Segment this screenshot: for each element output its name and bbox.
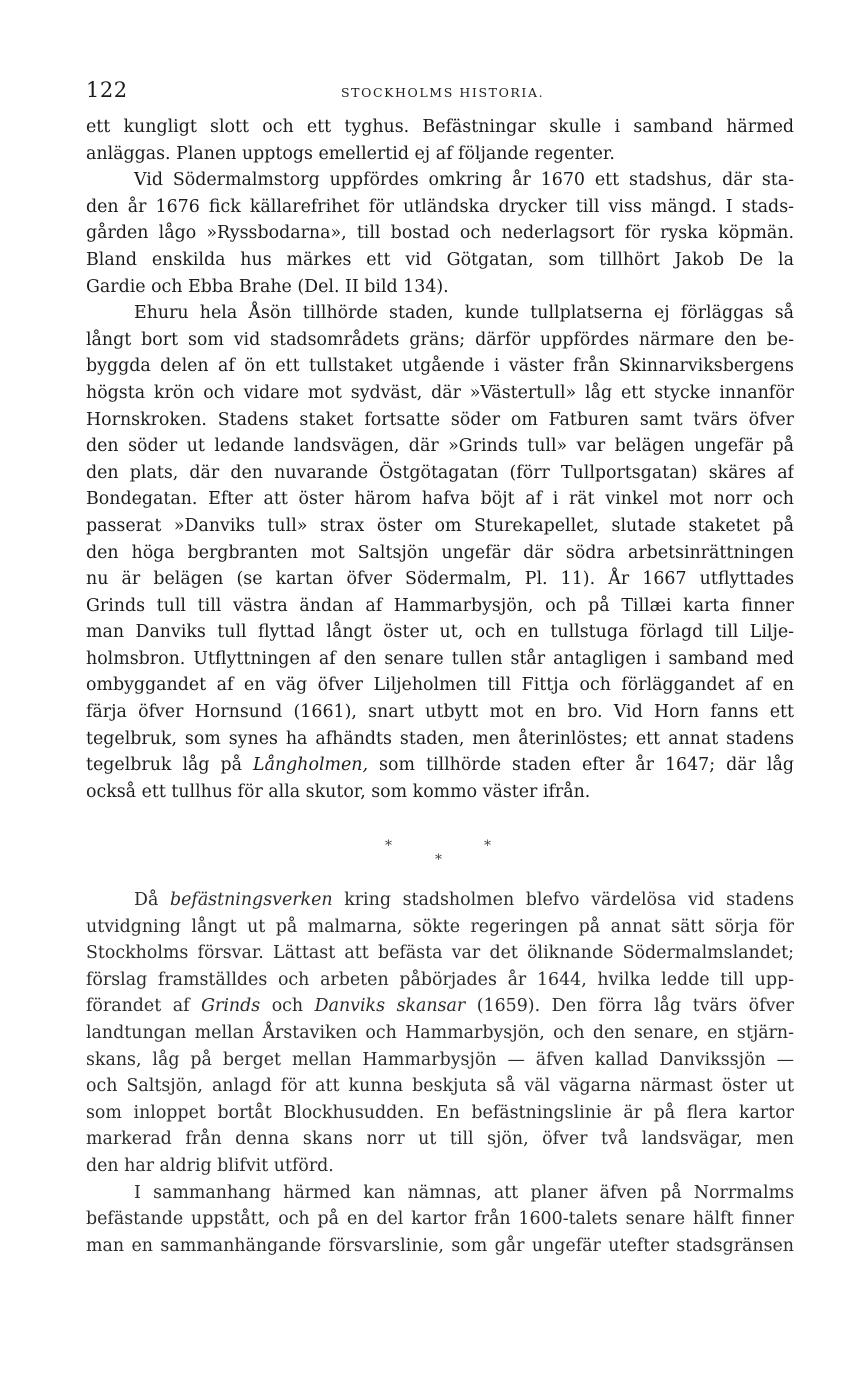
text-line: holmsbron. Utflyttningen af den senare tullen står antagligen i samband med bbox=[86, 648, 794, 669]
text-line: befästande uppstått, och på en del kartor från 1600-talets senare hälft finner bbox=[86, 1209, 794, 1230]
italic-term: Danviks skansar bbox=[314, 996, 466, 1017]
text-run: kring stadsholmen blefvo värdelösa vid stadens bbox=[332, 890, 794, 910]
text-line: som inloppet bortåt Blockhusudden. En befästningslinie är på flera kartor bbox=[86, 1102, 794, 1123]
text-line: den har aldrig blifvit utförd. bbox=[86, 1155, 334, 1176]
text-line: Vid Södermalmstorg uppfördes omkring år 1670 ett stadshus, där sta- bbox=[134, 170, 794, 191]
text-line: Ehuru hela Åsön tillhörde staden, kunde tullplatserna ej förläggas så bbox=[134, 303, 794, 324]
asterism-star: * bbox=[385, 838, 392, 854]
asterism-star: * bbox=[435, 852, 442, 868]
text-line: Bland enskilda hus märkes ett vid Götgatan, som tillhört Jakob De la bbox=[86, 249, 794, 270]
text-line: ombyggandet af en väg öfver Liljeholmen till Fittja och förläggandet af en bbox=[86, 675, 794, 696]
text-line: tegelbruk, som synes ha afhändts staden, men återinlöstes; ett annat stadens bbox=[86, 728, 794, 749]
text-line: den plats, där den nuvarande Östgötagatan (förr Tullportsgatan) skäres af bbox=[86, 462, 794, 483]
text-line: skans, låg på berget mellan Hammarbysjön — äfven kallad Danvikssjön — bbox=[86, 1049, 794, 1070]
text-line: man en sammanhängande försvarslinie, som går ungefär utefter stadsgränsen bbox=[86, 1235, 794, 1256]
text-run: Då bbox=[134, 890, 170, 910]
text-run: förandet af bbox=[86, 996, 202, 1017]
text-line: Gardie och Ebba Brahe (Del. II bild 134). bbox=[86, 276, 449, 297]
text-line: passerat »Danviks tull» strax öster om Sturekapellet, slutade staketet på bbox=[86, 515, 794, 536]
text-line: långt bort som vid stadsområdets gräns; därför uppfördes närmare den be- bbox=[86, 329, 794, 350]
text-line: Grinds tull till västra ändan af Hammarbysjön, och på Tillæi karta finner bbox=[86, 595, 794, 616]
text-line bbox=[86, 752, 794, 779]
section-separator bbox=[0, 838, 847, 878]
text-line: Bondegatan. Efter att öster härom hafva böjt af i rät vinkel mot norr och bbox=[86, 489, 794, 510]
text-line: byggda delen af ön ett tullstaket utgående i väster från Skinnarviksbergens bbox=[86, 356, 794, 377]
text-line: man Danviks tull flyttad långt öster ut, och en tullstuga förlagd till Lilje- bbox=[86, 622, 794, 643]
text-line bbox=[86, 993, 794, 1020]
text-run: som tillhörde staden efter år 1647; där låg bbox=[368, 755, 794, 776]
text-line: ett kungligt slott och ett tyghus. Befästningar skulle i samband härmed bbox=[86, 117, 794, 137]
text-line: gården lågo »Ryssbodarna», till bostad och nederlagsort för ryska köpmän. bbox=[86, 223, 794, 244]
text-run: (1659). Den förra låg tvärs öfver bbox=[465, 996, 794, 1017]
text-line: nu är belägen (se kartan öfver Södermalm, Pl. 11). År 1667 utflyttades bbox=[86, 569, 794, 590]
italic-place-name: Långholmen, bbox=[253, 755, 369, 776]
page-number: 122 bbox=[86, 78, 128, 102]
asterism-star: * bbox=[484, 838, 491, 854]
text-line: utvidgning långt ut på malmarna, sökte regeringen på annat sätt sörja för bbox=[86, 916, 794, 937]
italic-term: befästningsverken bbox=[169, 890, 333, 910]
text-run: tegelbruk låg på bbox=[86, 755, 254, 776]
text-line: landtungan mellan Årstaviken och Hammarbysjön, och den senare, en stjärn- bbox=[86, 1022, 794, 1043]
text-line: färja öfver Hornsund (1661), snart utbytt mot en bro. Vid Horn fanns ett bbox=[86, 702, 794, 723]
text-line: den höga bergbranten mot Saltsjön ungefär där södra arbetsinrättningen bbox=[86, 542, 794, 563]
text-line: förslag framställdes och arbeten påbörjades år 1644, hvilka ledde till upp- bbox=[86, 969, 794, 990]
text-line: högsta krön och vidare mot sydväst, där »Västertull» låg ett stycke innanför bbox=[86, 382, 794, 403]
text-line: den år 1676 fick källarefrihet för utländska drycker till viss mängd. I stads- bbox=[86, 196, 794, 217]
text-line: Hornskroken. Stadens staket fortsatte söder om Fatburen samt tvärs öfver bbox=[86, 409, 794, 430]
text-line: markerad från denna skans norr ut till sjön, öfver två landsvägar, men bbox=[86, 1129, 794, 1150]
text-line bbox=[86, 887, 794, 914]
text-line: och Saltsjön, anlagd för att kunna beskjuta så väl vägarna närmast öster ut bbox=[86, 1076, 794, 1097]
text-line: anläggas. Planen upptogs emellertid ej af följande regenter. bbox=[86, 143, 615, 164]
italic-term: Grinds bbox=[201, 996, 261, 1017]
text-line: den söder ut ledande landsvägen, där »Grinds tull» var belägen ungefär på bbox=[86, 436, 794, 457]
page-header bbox=[86, 76, 794, 106]
text-line: Stockholms försvar. Lättast att befästa var det öliknande Södermalmslandet; bbox=[86, 943, 794, 964]
section-a-text bbox=[86, 114, 794, 805]
text-line: I sammanhang härmed kan nämnas, att planer äfven på Norrmalms bbox=[134, 1182, 794, 1203]
text-line: också ett tullhus för alla skutor, som kommo väster ifrån. bbox=[86, 781, 591, 802]
running-title: STOCKHOLMS HISTORIA. bbox=[341, 85, 545, 100]
section-b-text bbox=[86, 887, 794, 1259]
text-run: och bbox=[260, 996, 315, 1017]
